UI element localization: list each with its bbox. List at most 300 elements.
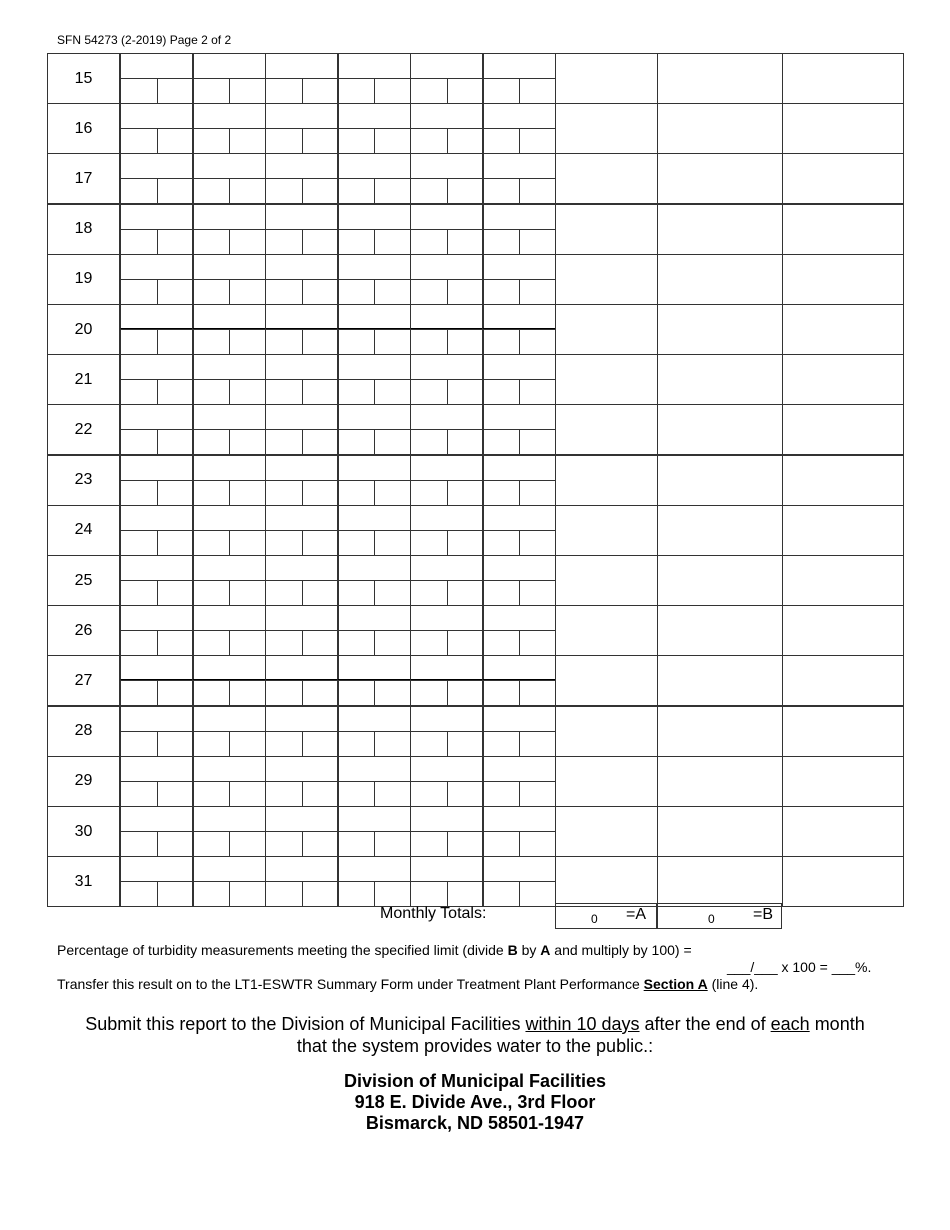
measurement-subcell[interactable]	[229, 329, 267, 355]
measurement-subcell[interactable]	[302, 78, 340, 104]
measurement-subcell[interactable]	[410, 731, 448, 757]
measurement-subcell[interactable]	[519, 630, 557, 656]
measurement-subcell[interactable]	[374, 379, 412, 405]
measurement-cell[interactable]	[192, 555, 266, 581]
summary-cell-1[interactable]	[555, 404, 658, 455]
measurement-subcell[interactable]	[410, 580, 448, 606]
measurement-cell[interactable]	[482, 204, 556, 230]
measurement-cell[interactable]	[265, 354, 339, 380]
measurement-subcell[interactable]	[265, 580, 303, 606]
summary-cell-1[interactable]	[555, 555, 658, 606]
measurement-subcell[interactable]	[410, 78, 448, 104]
measurement-subcell[interactable]	[302, 731, 340, 757]
measurement-cell[interactable]	[192, 103, 266, 129]
measurement-subcell[interactable]	[374, 530, 412, 556]
measurement-subcell[interactable]	[157, 128, 195, 154]
measurement-subcell[interactable]	[482, 480, 520, 506]
measurement-subcell[interactable]	[302, 480, 340, 506]
measurement-subcell[interactable]	[120, 429, 158, 455]
measurement-subcell[interactable]	[192, 128, 230, 154]
measurement-subcell[interactable]	[192, 580, 230, 606]
measurement-subcell[interactable]	[120, 329, 158, 355]
measurement-subcell[interactable]	[410, 881, 448, 907]
measurement-cell[interactable]	[337, 505, 411, 531]
measurement-cell[interactable]	[120, 756, 194, 782]
summary-cell-2[interactable]	[657, 103, 783, 154]
summary-cell-1[interactable]	[555, 354, 658, 405]
measurement-cell[interactable]	[337, 655, 411, 681]
summary-cell-2[interactable]	[657, 756, 783, 807]
measurement-subcell[interactable]	[265, 128, 303, 154]
summary-cell-2[interactable]	[657, 404, 783, 455]
measurement-cell[interactable]	[482, 756, 556, 782]
measurement-subcell[interactable]	[120, 480, 158, 506]
measurement-subcell[interactable]	[482, 329, 520, 355]
summary-cell-3[interactable]	[782, 856, 904, 907]
measurement-subcell[interactable]	[120, 128, 158, 154]
measurement-subcell[interactable]	[265, 630, 303, 656]
summary-cell-2[interactable]	[657, 655, 783, 706]
measurement-subcell[interactable]	[410, 329, 448, 355]
measurement-subcell[interactable]	[192, 881, 230, 907]
measurement-subcell[interactable]	[447, 178, 485, 204]
measurement-cell[interactable]	[265, 555, 339, 581]
summary-cell-3[interactable]	[782, 53, 904, 104]
measurement-subcell[interactable]	[519, 680, 557, 706]
measurement-subcell[interactable]	[447, 881, 485, 907]
measurement-subcell[interactable]	[410, 429, 448, 455]
measurement-cell[interactable]	[337, 53, 411, 79]
measurement-subcell[interactable]	[229, 530, 267, 556]
measurement-subcell[interactable]	[482, 630, 520, 656]
measurement-subcell[interactable]	[410, 229, 448, 255]
summary-cell-3[interactable]	[782, 555, 904, 606]
measurement-cell[interactable]	[410, 605, 484, 631]
measurement-subcell[interactable]	[374, 881, 412, 907]
measurement-subcell[interactable]	[410, 379, 448, 405]
measurement-subcell[interactable]	[374, 429, 412, 455]
measurement-subcell[interactable]	[374, 630, 412, 656]
measurement-cell[interactable]	[120, 103, 194, 129]
measurement-subcell[interactable]	[157, 379, 195, 405]
measurement-subcell[interactable]	[302, 881, 340, 907]
measurement-subcell[interactable]	[447, 229, 485, 255]
measurement-subcell[interactable]	[519, 78, 557, 104]
measurement-subcell[interactable]	[447, 128, 485, 154]
measurement-subcell[interactable]	[229, 279, 267, 305]
measurement-cell[interactable]	[192, 204, 266, 230]
summary-cell-1[interactable]	[555, 153, 658, 204]
measurement-subcell[interactable]	[120, 580, 158, 606]
measurement-cell[interactable]	[192, 505, 266, 531]
measurement-cell[interactable]	[410, 254, 484, 280]
measurement-subcell[interactable]	[519, 881, 557, 907]
measurement-subcell[interactable]	[482, 78, 520, 104]
summary-cell-3[interactable]	[782, 304, 904, 355]
measurement-cell[interactable]	[192, 153, 266, 179]
measurement-subcell[interactable]	[192, 329, 230, 355]
measurement-subcell[interactable]	[374, 781, 412, 807]
summary-cell-3[interactable]	[782, 605, 904, 656]
measurement-subcell[interactable]	[447, 480, 485, 506]
measurement-subcell[interactable]	[519, 429, 557, 455]
measurement-subcell[interactable]	[265, 429, 303, 455]
summary-cell-1[interactable]	[555, 505, 658, 556]
measurement-cell[interactable]	[120, 505, 194, 531]
summary-cell-2[interactable]	[657, 505, 783, 556]
measurement-cell[interactable]	[337, 756, 411, 782]
measurement-subcell[interactable]	[410, 781, 448, 807]
measurement-subcell[interactable]	[337, 178, 375, 204]
measurement-cell[interactable]	[265, 605, 339, 631]
measurement-cell[interactable]	[192, 455, 266, 481]
measurement-subcell[interactable]	[302, 680, 340, 706]
measurement-subcell[interactable]	[192, 680, 230, 706]
measurement-subcell[interactable]	[192, 781, 230, 807]
measurement-subcell[interactable]	[157, 229, 195, 255]
measurement-cell[interactable]	[410, 153, 484, 179]
measurement-subcell[interactable]	[265, 680, 303, 706]
measurement-cell[interactable]	[482, 455, 556, 481]
summary-cell-3[interactable]	[782, 404, 904, 455]
measurement-cell[interactable]	[265, 304, 339, 330]
measurement-subcell[interactable]	[410, 279, 448, 305]
measurement-cell[interactable]	[265, 856, 339, 882]
summary-cell-3[interactable]	[782, 455, 904, 506]
measurement-subcell[interactable]	[337, 128, 375, 154]
summary-cell-3[interactable]	[782, 204, 904, 255]
total-b-box[interactable]	[657, 903, 782, 929]
summary-cell-1[interactable]	[555, 103, 658, 154]
measurement-subcell[interactable]	[192, 731, 230, 757]
measurement-subcell[interactable]	[302, 580, 340, 606]
summary-cell-3[interactable]	[782, 756, 904, 807]
measurement-cell[interactable]	[482, 505, 556, 531]
measurement-subcell[interactable]	[337, 279, 375, 305]
measurement-subcell[interactable]	[157, 178, 195, 204]
measurement-subcell[interactable]	[447, 279, 485, 305]
measurement-cell[interactable]	[265, 254, 339, 280]
measurement-subcell[interactable]	[157, 731, 195, 757]
measurement-subcell[interactable]	[447, 630, 485, 656]
measurement-cell[interactable]	[482, 103, 556, 129]
measurement-subcell[interactable]	[157, 530, 195, 556]
measurement-cell[interactable]	[482, 605, 556, 631]
measurement-subcell[interactable]	[337, 329, 375, 355]
measurement-subcell[interactable]	[120, 630, 158, 656]
measurement-subcell[interactable]	[192, 379, 230, 405]
measurement-subcell[interactable]	[265, 480, 303, 506]
measurement-cell[interactable]	[265, 153, 339, 179]
measurement-subcell[interactable]	[410, 128, 448, 154]
measurement-subcell[interactable]	[157, 329, 195, 355]
measurement-cell[interactable]	[337, 354, 411, 380]
measurement-cell[interactable]	[192, 304, 266, 330]
measurement-subcell[interactable]	[519, 530, 557, 556]
measurement-subcell[interactable]	[229, 731, 267, 757]
measurement-cell[interactable]	[410, 304, 484, 330]
measurement-subcell[interactable]	[120, 781, 158, 807]
measurement-subcell[interactable]	[337, 881, 375, 907]
measurement-cell[interactable]	[482, 555, 556, 581]
measurement-cell[interactable]	[120, 304, 194, 330]
measurement-subcell[interactable]	[337, 580, 375, 606]
percentage-calculation[interactable]: ___/___ x 100 = ___%.	[727, 959, 872, 975]
measurement-subcell[interactable]	[192, 530, 230, 556]
measurement-cell[interactable]	[192, 53, 266, 79]
measurement-cell[interactable]	[265, 204, 339, 230]
measurement-subcell[interactable]	[265, 781, 303, 807]
measurement-cell[interactable]	[265, 756, 339, 782]
measurement-subcell[interactable]	[374, 279, 412, 305]
measurement-subcell[interactable]	[229, 480, 267, 506]
summary-cell-3[interactable]	[782, 153, 904, 204]
summary-cell-2[interactable]	[657, 153, 783, 204]
measurement-subcell[interactable]	[157, 580, 195, 606]
measurement-cell[interactable]	[120, 204, 194, 230]
measurement-subcell[interactable]	[229, 580, 267, 606]
measurement-cell[interactable]	[192, 404, 266, 430]
measurement-cell[interactable]	[265, 505, 339, 531]
total-a-box[interactable]	[555, 903, 657, 929]
measurement-subcell[interactable]	[120, 279, 158, 305]
measurement-subcell[interactable]	[374, 580, 412, 606]
measurement-cell[interactable]	[265, 806, 339, 832]
measurement-subcell[interactable]	[302, 530, 340, 556]
measurement-cell[interactable]	[482, 856, 556, 882]
measurement-subcell[interactable]	[337, 229, 375, 255]
summary-cell-1[interactable]	[555, 605, 658, 656]
measurement-cell[interactable]	[482, 655, 556, 681]
measurement-subcell[interactable]	[302, 781, 340, 807]
measurement-subcell[interactable]	[447, 680, 485, 706]
measurement-cell[interactable]	[337, 706, 411, 732]
measurement-cell[interactable]	[410, 53, 484, 79]
measurement-cell[interactable]	[482, 806, 556, 832]
measurement-cell[interactable]	[410, 455, 484, 481]
measurement-cell[interactable]	[482, 254, 556, 280]
measurement-subcell[interactable]	[337, 530, 375, 556]
summary-cell-2[interactable]	[657, 856, 783, 907]
measurement-subcell[interactable]	[229, 881, 267, 907]
measurement-cell[interactable]	[410, 404, 484, 430]
measurement-cell[interactable]	[410, 354, 484, 380]
measurement-subcell[interactable]	[120, 379, 158, 405]
measurement-subcell[interactable]	[447, 379, 485, 405]
summary-cell-2[interactable]	[657, 605, 783, 656]
measurement-subcell[interactable]	[519, 480, 557, 506]
summary-cell-1[interactable]	[555, 756, 658, 807]
measurement-subcell[interactable]	[374, 229, 412, 255]
measurement-cell[interactable]	[482, 404, 556, 430]
measurement-cell[interactable]	[410, 706, 484, 732]
measurement-subcell[interactable]	[337, 630, 375, 656]
measurement-subcell[interactable]	[482, 429, 520, 455]
measurement-subcell[interactable]	[482, 530, 520, 556]
measurement-subcell[interactable]	[192, 229, 230, 255]
measurement-cell[interactable]	[337, 555, 411, 581]
summary-cell-3[interactable]	[782, 706, 904, 757]
measurement-cell[interactable]	[192, 706, 266, 732]
measurement-subcell[interactable]	[157, 279, 195, 305]
measurement-cell[interactable]	[337, 103, 411, 129]
measurement-subcell[interactable]	[157, 429, 195, 455]
measurement-subcell[interactable]	[337, 680, 375, 706]
measurement-subcell[interactable]	[302, 630, 340, 656]
measurement-cell[interactable]	[482, 53, 556, 79]
measurement-subcell[interactable]	[337, 831, 375, 857]
summary-cell-1[interactable]	[555, 53, 658, 104]
measurement-subcell[interactable]	[447, 530, 485, 556]
measurement-subcell[interactable]	[337, 379, 375, 405]
measurement-cell[interactable]	[337, 254, 411, 280]
measurement-subcell[interactable]	[519, 279, 557, 305]
measurement-cell[interactable]	[265, 455, 339, 481]
measurement-cell[interactable]	[192, 856, 266, 882]
measurement-subcell[interactable]	[157, 831, 195, 857]
measurement-subcell[interactable]	[157, 680, 195, 706]
measurement-subcell[interactable]	[157, 630, 195, 656]
measurement-subcell[interactable]	[120, 881, 158, 907]
measurement-subcell[interactable]	[410, 831, 448, 857]
measurement-cell[interactable]	[192, 756, 266, 782]
measurement-cell[interactable]	[337, 856, 411, 882]
measurement-subcell[interactable]	[229, 680, 267, 706]
summary-cell-1[interactable]	[555, 455, 658, 506]
summary-cell-1[interactable]	[555, 706, 658, 757]
measurement-subcell[interactable]	[265, 881, 303, 907]
measurement-cell[interactable]	[120, 455, 194, 481]
measurement-cell[interactable]	[120, 354, 194, 380]
measurement-subcell[interactable]	[265, 78, 303, 104]
measurement-subcell[interactable]	[482, 680, 520, 706]
measurement-cell[interactable]	[120, 706, 194, 732]
summary-cell-1[interactable]	[555, 304, 658, 355]
measurement-cell[interactable]	[120, 806, 194, 832]
measurement-subcell[interactable]	[337, 731, 375, 757]
measurement-subcell[interactable]	[374, 680, 412, 706]
measurement-cell[interactable]	[337, 404, 411, 430]
summary-cell-2[interactable]	[657, 706, 783, 757]
measurement-cell[interactable]	[192, 254, 266, 280]
measurement-cell[interactable]	[192, 806, 266, 832]
measurement-subcell[interactable]	[410, 630, 448, 656]
summary-cell-1[interactable]	[555, 806, 658, 857]
measurement-subcell[interactable]	[519, 229, 557, 255]
measurement-subcell[interactable]	[374, 329, 412, 355]
measurement-subcell[interactable]	[229, 128, 267, 154]
measurement-cell[interactable]	[120, 153, 194, 179]
measurement-subcell[interactable]	[447, 731, 485, 757]
measurement-subcell[interactable]	[519, 329, 557, 355]
measurement-subcell[interactable]	[192, 279, 230, 305]
measurement-subcell[interactable]	[120, 530, 158, 556]
summary-cell-3[interactable]	[782, 254, 904, 305]
measurement-cell[interactable]	[265, 655, 339, 681]
summary-cell-2[interactable]	[657, 806, 783, 857]
measurement-subcell[interactable]	[302, 128, 340, 154]
summary-cell-3[interactable]	[782, 103, 904, 154]
measurement-subcell[interactable]	[120, 831, 158, 857]
measurement-cell[interactable]	[265, 404, 339, 430]
measurement-cell[interactable]	[120, 53, 194, 79]
measurement-cell[interactable]	[120, 856, 194, 882]
measurement-subcell[interactable]	[447, 781, 485, 807]
measurement-subcell[interactable]	[374, 128, 412, 154]
summary-cell-2[interactable]	[657, 354, 783, 405]
measurement-subcell[interactable]	[519, 379, 557, 405]
measurement-subcell[interactable]	[229, 630, 267, 656]
measurement-subcell[interactable]	[229, 178, 267, 204]
measurement-subcell[interactable]	[302, 379, 340, 405]
measurement-subcell[interactable]	[482, 279, 520, 305]
measurement-cell[interactable]	[337, 455, 411, 481]
measurement-subcell[interactable]	[482, 128, 520, 154]
measurement-subcell[interactable]	[157, 480, 195, 506]
measurement-subcell[interactable]	[337, 480, 375, 506]
measurement-cell[interactable]	[192, 605, 266, 631]
measurement-subcell[interactable]	[482, 229, 520, 255]
measurement-subcell[interactable]	[519, 178, 557, 204]
measurement-subcell[interactable]	[447, 831, 485, 857]
summary-cell-2[interactable]	[657, 304, 783, 355]
measurement-subcell[interactable]	[410, 480, 448, 506]
measurement-cell[interactable]	[410, 204, 484, 230]
summary-cell-3[interactable]	[782, 354, 904, 405]
measurement-subcell[interactable]	[302, 178, 340, 204]
measurement-cell[interactable]	[192, 655, 266, 681]
summary-cell-2[interactable]	[657, 53, 783, 104]
measurement-subcell[interactable]	[192, 429, 230, 455]
measurement-subcell[interactable]	[229, 229, 267, 255]
measurement-subcell[interactable]	[482, 379, 520, 405]
summary-cell-2[interactable]	[657, 254, 783, 305]
measurement-subcell[interactable]	[374, 78, 412, 104]
measurement-cell[interactable]	[337, 806, 411, 832]
summary-cell-1[interactable]	[555, 254, 658, 305]
measurement-subcell[interactable]	[229, 78, 267, 104]
measurement-subcell[interactable]	[229, 429, 267, 455]
measurement-subcell[interactable]	[447, 78, 485, 104]
measurement-cell[interactable]	[482, 304, 556, 330]
measurement-cell[interactable]	[337, 204, 411, 230]
measurement-subcell[interactable]	[302, 229, 340, 255]
measurement-subcell[interactable]	[229, 781, 267, 807]
measurement-cell[interactable]	[410, 555, 484, 581]
measurement-subcell[interactable]	[192, 831, 230, 857]
measurement-cell[interactable]	[337, 304, 411, 330]
measurement-cell[interactable]	[410, 856, 484, 882]
measurement-subcell[interactable]	[519, 831, 557, 857]
summary-cell-2[interactable]	[657, 555, 783, 606]
measurement-subcell[interactable]	[265, 731, 303, 757]
measurement-subcell[interactable]	[374, 480, 412, 506]
measurement-subcell[interactable]	[120, 178, 158, 204]
measurement-cell[interactable]	[120, 404, 194, 430]
measurement-subcell[interactable]	[482, 580, 520, 606]
measurement-subcell[interactable]	[302, 831, 340, 857]
measurement-subcell[interactable]	[302, 279, 340, 305]
measurement-subcell[interactable]	[229, 831, 267, 857]
measurement-cell[interactable]	[120, 655, 194, 681]
measurement-subcell[interactable]	[482, 731, 520, 757]
measurement-subcell[interactable]	[337, 781, 375, 807]
measurement-subcell[interactable]	[410, 680, 448, 706]
measurement-cell[interactable]	[410, 756, 484, 782]
summary-cell-3[interactable]	[782, 806, 904, 857]
measurement-subcell[interactable]	[265, 178, 303, 204]
measurement-subcell[interactable]	[229, 379, 267, 405]
